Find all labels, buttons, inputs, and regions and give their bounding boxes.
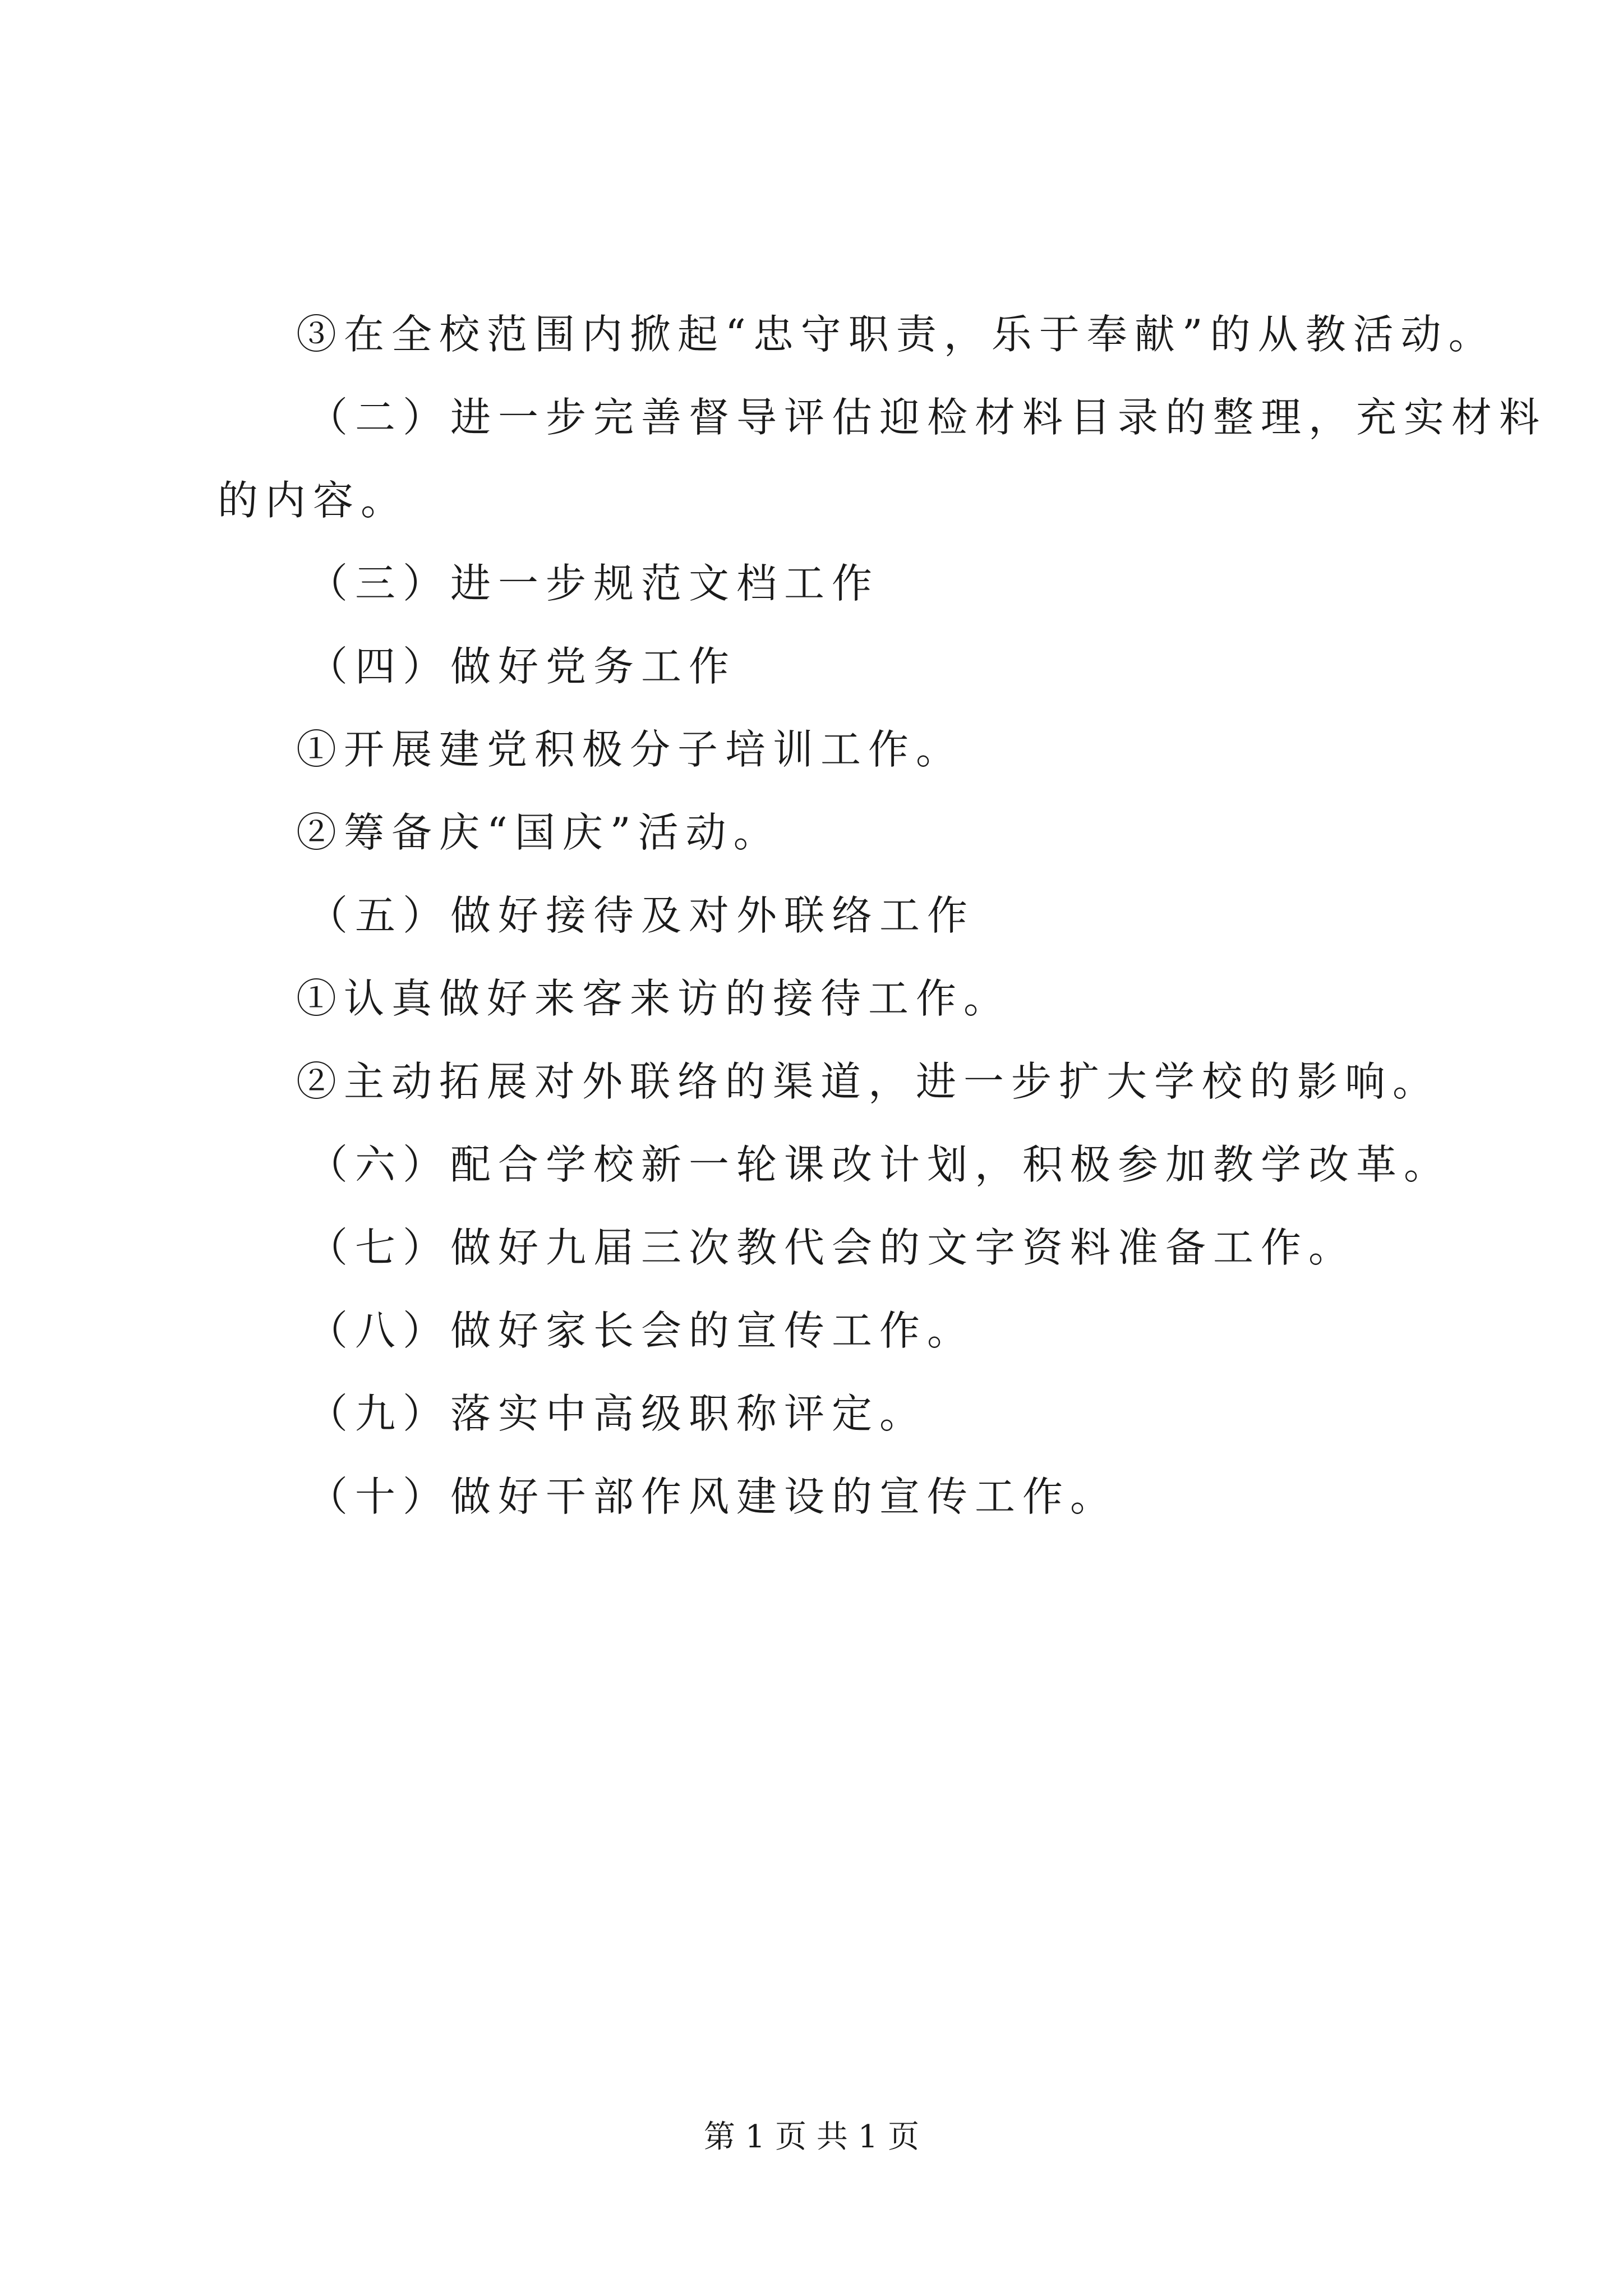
- body-line: （六）配合学校新一轮课改计划，积极参加教学改革。: [307, 1141, 1452, 1188]
- body-line: （五）做好接待及对外联络工作: [307, 892, 975, 939]
- body-line: （十）做好干部作风建设的宣传工作。: [307, 1473, 1118, 1520]
- document-body: [218, 293, 1547, 1538]
- body-line: ③在全校范围内掀起“忠守职责，乐于奉献”的从教活动。: [296, 311, 1496, 358]
- body-line: （九）落实中高级职称评定。: [307, 1390, 928, 1437]
- body-line: ①认真做好来客来访的接待工作。: [296, 975, 1012, 1022]
- body-line: ②主动拓展对外联络的渠道，进一步扩大学校的影响。: [296, 1058, 1441, 1105]
- body-line: ②筹备庆“国庆”活动。: [296, 809, 781, 856]
- body-line: 的内容。: [218, 477, 409, 524]
- body-line: （二）进一步完善督导评估迎检材料目录的整理，充实材料: [307, 394, 1547, 441]
- body-line: （八）做好家长会的宣传工作。: [307, 1307, 975, 1354]
- body-line: （三）进一步规范文档工作: [307, 560, 880, 607]
- body-line: （七）做好九届三次教代会的文字资料准备工作。: [307, 1224, 1357, 1271]
- page-number-footer: 第 1 页 共 1 页: [703, 2119, 920, 2155]
- body-line: （四）做好党务工作: [307, 643, 737, 690]
- body-line: ①开展建党积极分子培训工作。: [296, 726, 964, 773]
